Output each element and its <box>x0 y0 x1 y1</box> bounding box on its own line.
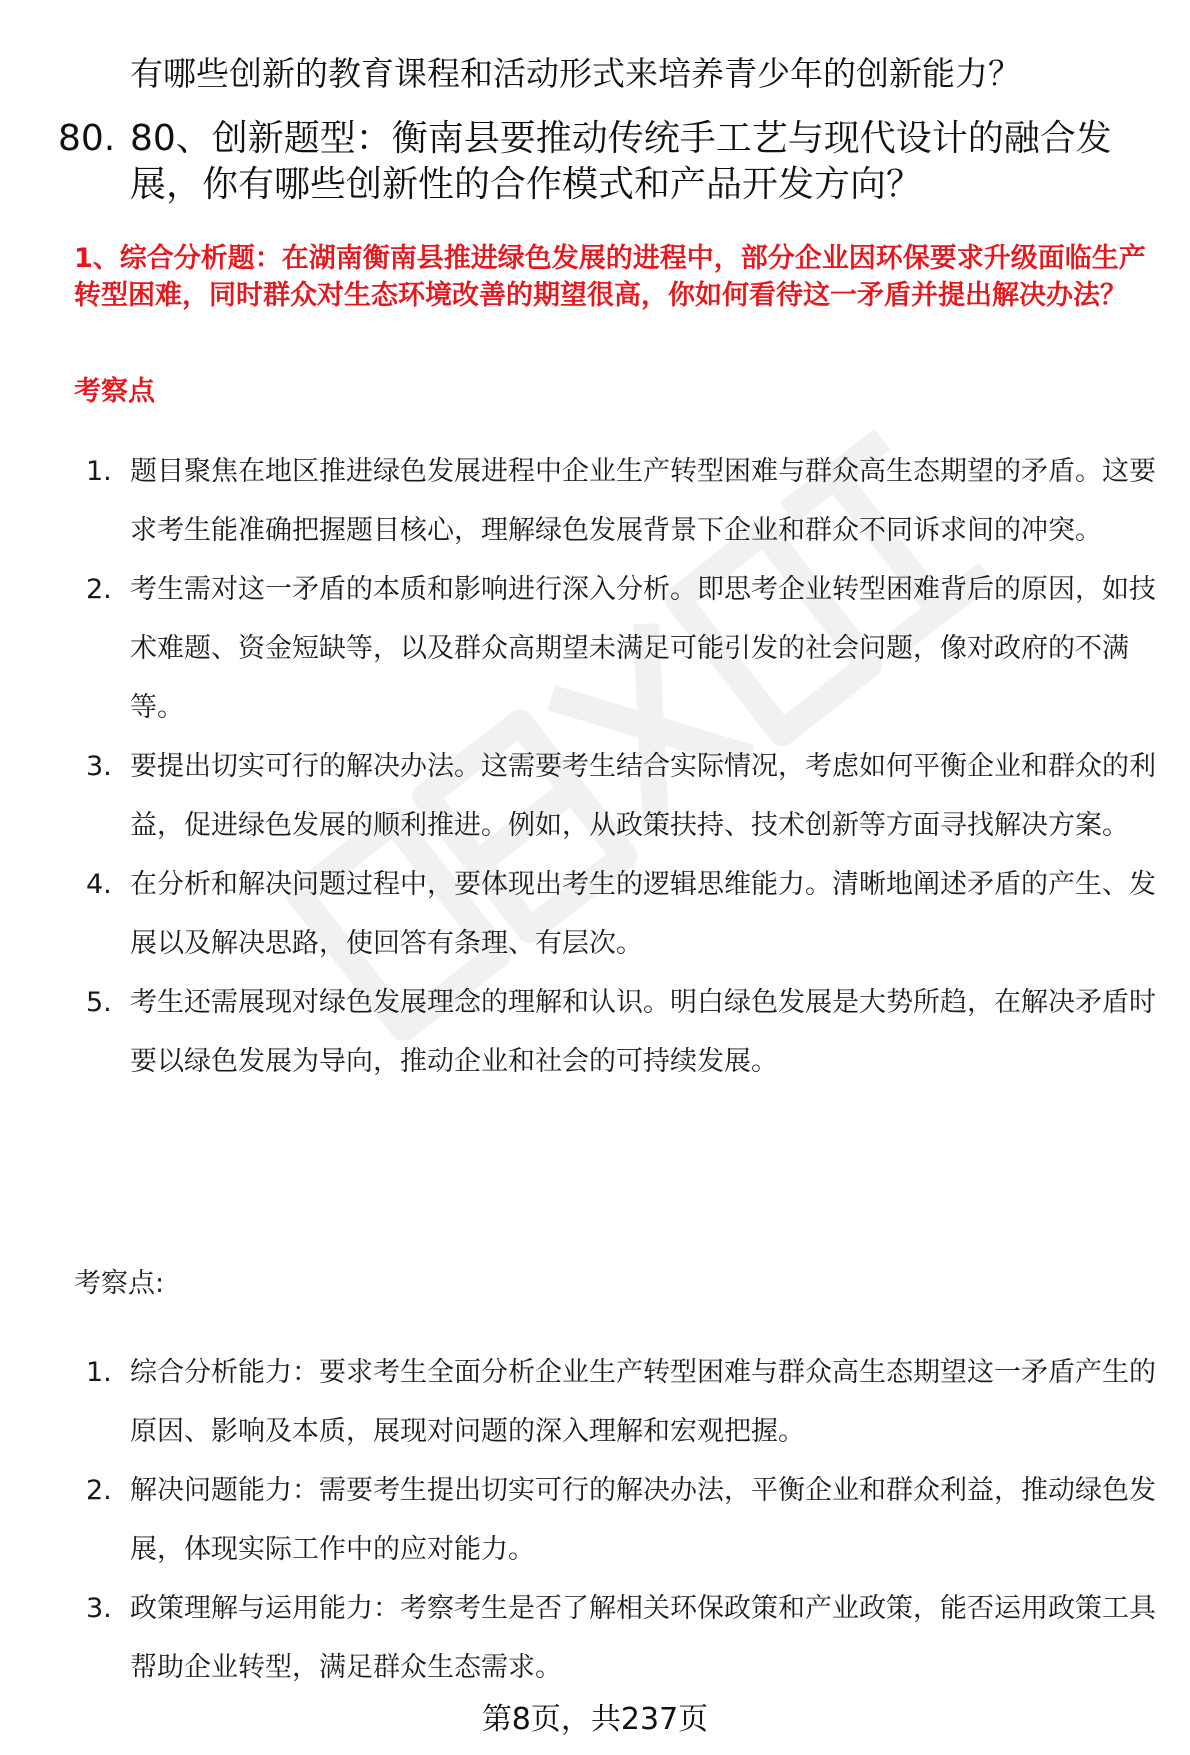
item-number: 4. <box>86 869 112 900</box>
list-item <box>86 855 1156 973</box>
question-number: 80. <box>58 118 116 159</box>
list-item <box>86 1579 1156 1697</box>
list-item <box>86 442 1156 560</box>
item-number: 1. <box>86 1357 112 1388</box>
list-item <box>86 737 1156 855</box>
question-text: 80、创新题型：衡南县要推动传统手工艺与现代设计的融合发展，你有哪些创新性的合作模式和产品开发方向？ <box>130 118 1112 205</box>
item-number: 3. <box>86 751 112 782</box>
list-item <box>86 973 1156 1091</box>
examination-points-list <box>86 442 1156 1091</box>
item-text: 要提出切实可行的解决办法。这需要考生结合实际情况，考虑如何平衡企业和群众的利益，促进绿色发展的顺利推进。例如，从政策扶持、技术创新等方面寻找解决方案。 <box>130 751 1156 841</box>
item-number: 5. <box>86 987 112 1018</box>
item-text: 在分析和解决问题过程中，要体现出考生的逻辑思维能力。清晰地阐述矛盾的产生、发展以及解决思路，使回答有条理、有层次。 <box>130 869 1156 959</box>
intro-continuation: 有哪些创新的教育课程和活动形式来培养青少年的创新能力？ <box>130 54 1021 93</box>
item-number: 2. <box>86 1475 112 1506</box>
section-heading-examination-points: 考察点 <box>74 376 155 407</box>
item-number: 2. <box>86 574 112 605</box>
item-text: 题目聚焦在地区推进绿色发展进程中企业生产转型困难与群众高生态期望的矛盾。这要求考生能准确把握题目核心，理解绿色发展背景下企业和群众不同诉求间的冲突。 <box>130 456 1156 546</box>
item-text: 综合分析能力：要求考生全面分析企业生产转型困难与群众高生态期望这一矛盾产生的原因、影响及本质，展现对问题的深入理解和宏观把握。 <box>130 1357 1156 1447</box>
item-number: 3. <box>86 1593 112 1624</box>
item-text: 考生需对这一矛盾的本质和影响进行深入分析。即思考企业转型困难背后的原因，如技术难题、资金短缺等，以及群众高期望未满足可能引发的社会问题，像对政府的不满等。 <box>130 574 1156 723</box>
list-item <box>86 1461 1156 1579</box>
section-heading-abilities: 考察点: <box>74 1268 165 1299</box>
list-item <box>86 560 1156 737</box>
abilities-list <box>86 1343 1156 1697</box>
list-item <box>86 1343 1156 1461</box>
question-1-title: 1、综合分析题：在湖南衡南县推进绿色发展的进程中，部分企业因环保要求升级面临生产转型困难，同时群众对生态环境改善的期望很高，你如何看待这一矛盾并提出解决办法？ <box>74 243 1146 311</box>
page-footer: 第8页，共237页 <box>481 1702 709 1737</box>
item-number: 1. <box>86 456 112 487</box>
item-text: 政策理解与运用能力：考察考生是否了解相关环保政策和产业政策，能否运用政策工具帮助企业转型，满足群众生态需求。 <box>130 1593 1156 1683</box>
item-text: 解决问题能力：需要考生提出切实可行的解决办法，平衡企业和群众利益，推动绿色发展，体现实际工作中的应对能力。 <box>130 1475 1156 1565</box>
item-text: 考生还需展现对绿色发展理念的理解和认识。明白绿色发展是大势所趋，在解决矛盾时要以绿色发展为导向，推动企业和社会的可持续发展。 <box>130 987 1156 1077</box>
